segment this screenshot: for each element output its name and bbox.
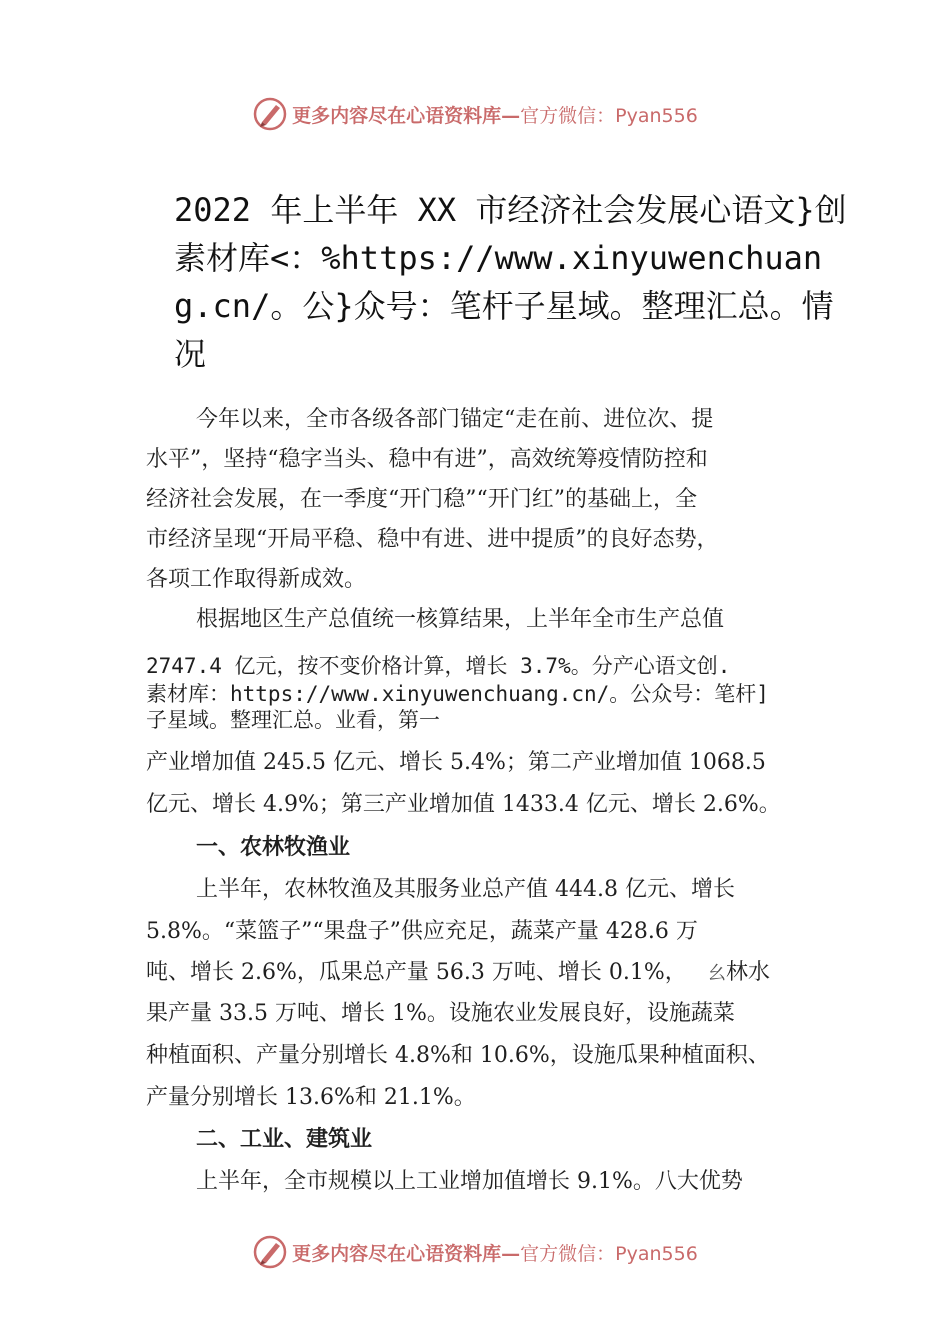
banner-text: 更多内容尽在心语资料库— [292, 104, 521, 127]
paragraph-line: 各项工作取得新成效。 [146, 567, 367, 592]
banner-wechat: 官方微信：Pyan556 [520, 104, 698, 127]
paragraph-line: 根据地区生产总值统一核算结果，上半年全市生产总值 [196, 607, 725, 632]
paragraph-line: 产业增加值 245.5 亿元、增长 5.4%；第二产业增加值 1068.5 [146, 750, 766, 775]
document-title: 2022 年上半年 XX 市经济社会发展心语文}创素材库<：%https://www.xinyuwenchuang.cn/。公}众号：笔杆子星域。整理汇总。情况 [174, 191, 847, 373]
paragraph-line: 果产量 33.5 万吨、增长 1%。设施农业发展良好，设施蔬菜 [146, 1001, 735, 1026]
paragraph-line: 经济社会发展，在一季度“开门稳”“开门红”的基础上，全 [146, 487, 697, 512]
pen-logo-icon [252, 1234, 288, 1270]
header-banner [0, 94, 950, 134]
paragraph-line: 5.8%。“菜篮子”“果盘子”供应充足，蔬菜产量 428.6 万 [146, 919, 698, 944]
section-heading: 二、工业、建筑业 [196, 1127, 373, 1152]
paragraph-line: 上半年，全市规模以上工业增加值增长 9.1%。八大优势 [196, 1169, 743, 1194]
banner-wechat: 官方微信：Pyan556 [520, 1242, 698, 1265]
footer-banner [0, 1232, 950, 1272]
paragraph-line: 种植面积、产量分别增长 4.8%和 10.6%，设施瓜果种植面积、 [146, 1043, 770, 1068]
paragraph-line: 市经济呈现“开局平稳、稳中有进、进中提质”的良好态势， [146, 527, 719, 552]
pen-logo-icon [252, 96, 288, 132]
paragraph-line: 子星域。整理汇总。业看，第一 [146, 708, 440, 732]
section-heading: 一、农林牧渔业 [196, 835, 351, 860]
paragraph-line: 2747.4 亿元，按不变价格计算，增长 3.7%。分产心语文创. [146, 654, 731, 678]
glyph-fragment-icon: ⼳ [708, 963, 726, 984]
paragraph-line-fragment: ⼳林水 [708, 960, 771, 985]
paragraph-line: 素材库：https://www.xinyuwenchuang.cn/。公众号：笔杆] [146, 682, 769, 706]
paragraph-line: 产量分别增长 13.6%和 21.1%。 [146, 1085, 476, 1110]
banner-text: 更多内容尽在心语资料库— [292, 1242, 521, 1265]
paragraph-line: 水平”，坚持“稳字当头、稳中有进”，高效统筹疫情防控和 [146, 447, 708, 472]
paragraph-line: 吨、增长 2.6%，瓜果总产量 56.3 万吨、增长 0.1%， [146, 960, 687, 985]
paragraph-line: 亿元、增长 4.9%；第三产业增加值 1433.4 亿元、增长 2.6%。 [146, 792, 781, 817]
paragraph-line: 上半年，农林牧渔及其服务业总产值 444.8 亿元、增长 [196, 877, 735, 902]
paragraph-line: 今年以来，全市各级各部门锚定“走在前、进位次、提 [196, 407, 714, 432]
